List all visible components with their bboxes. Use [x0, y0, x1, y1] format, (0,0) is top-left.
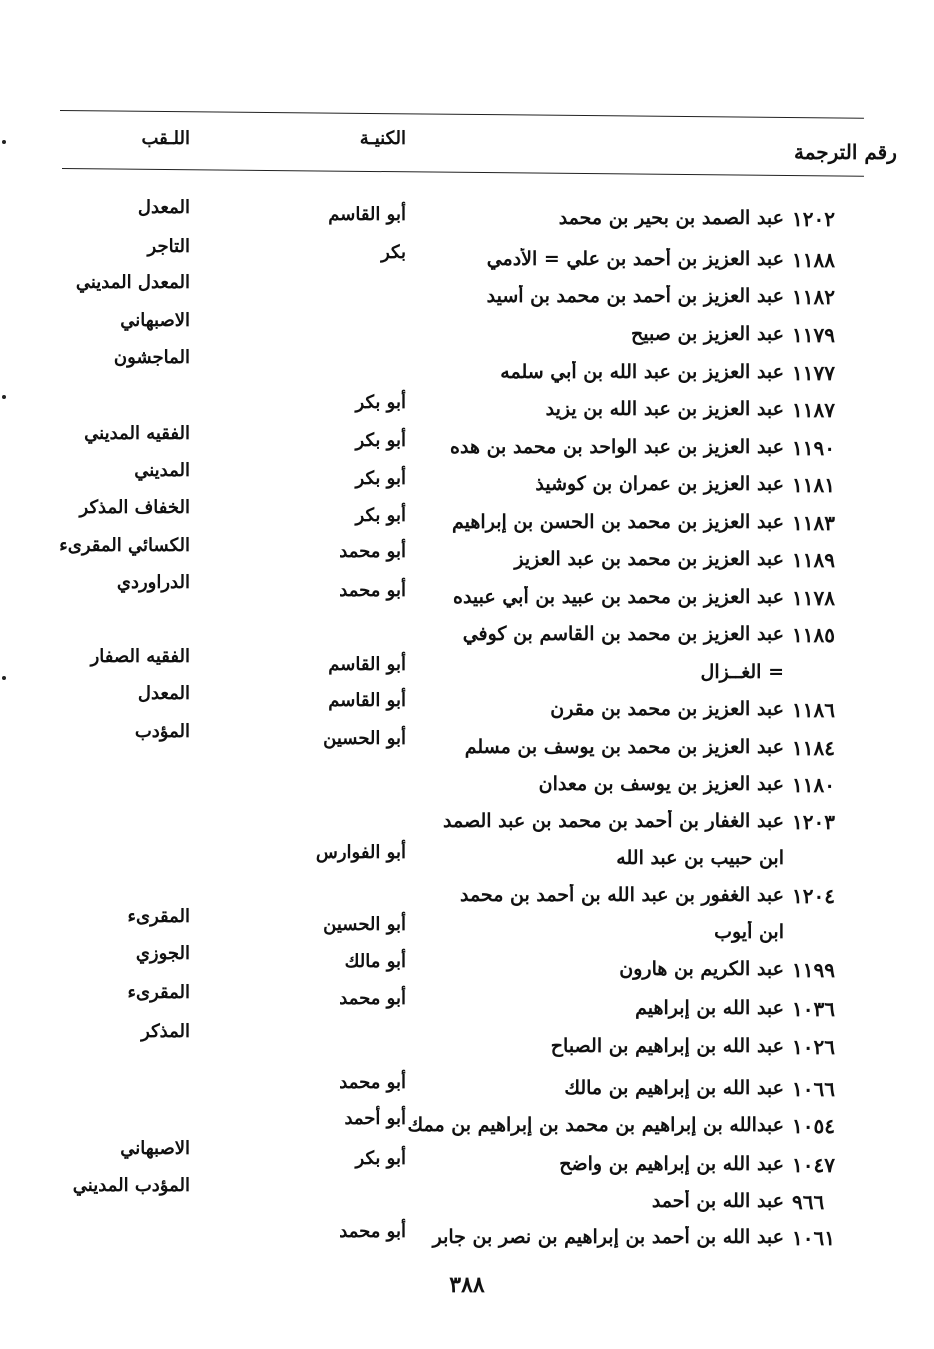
- entry-number: ١٠٦١: [792, 1226, 835, 1250]
- entry-name: عبد الغفور بن عبد الله بن أحمد بن محمد: [459, 884, 784, 906]
- entry-kunya: أبو الفوارس: [315, 842, 406, 863]
- entry-laqab: المذكر: [141, 1021, 190, 1042]
- entry-number: ١١٨٧: [792, 398, 835, 422]
- entry-name: عبد العزيز بن صبيح: [631, 323, 784, 345]
- entry-number: ٩٦٦: [792, 1190, 825, 1214]
- entry-name: عبد العزيز بن محمد بن يوسف بن مسلم: [464, 736, 784, 758]
- entry-kunya: أبو محمد: [339, 580, 406, 601]
- entry-kunya: أبو مالك: [344, 951, 406, 972]
- entry-number: ١١٩٩: [792, 958, 835, 982]
- entry-number: ١٢٠٣: [792, 810, 835, 834]
- entry-laqab: المعدل: [137, 683, 190, 704]
- header-laqab: اللـقب: [141, 128, 190, 149]
- entry-number: ١١٨٢: [792, 285, 835, 309]
- entry-number: ١١٨٥: [792, 623, 835, 647]
- entry-kunya: أبو القاسم: [328, 204, 406, 225]
- entry-name: ابن حبيب بن عبد الله: [616, 847, 784, 869]
- entry-number: ١١٨٤: [792, 736, 835, 760]
- entry-kunya: أبو بكر: [355, 430, 406, 451]
- scan-speck: [2, 395, 6, 399]
- entry-name: عبد العزيز بن عبد الواحد بن محمد بن هده: [450, 436, 784, 458]
- entry-name: عبد الله بن أحمد: [651, 1190, 784, 1212]
- entry-number: ١٠٥٤: [792, 1114, 835, 1138]
- entry-laqab: المديني: [134, 460, 190, 481]
- entry-number: ١١٨٣: [792, 511, 835, 535]
- entry-laqab: المعدل: [137, 197, 190, 218]
- entry-number: ١٠٢٦: [792, 1035, 835, 1059]
- entry-name: عبد الله بن إبراهيم بن مالك: [564, 1077, 784, 1099]
- entry-name: عبد العزيز بن عبد الله بن أبي سلمه: [500, 361, 784, 383]
- scan-speck: [2, 676, 6, 680]
- entry-name: عبد الله بن أحمد بن إبراهيم بن نصر بن جابر: [432, 1226, 784, 1248]
- entry-kunya: أبو الحسين: [323, 728, 406, 749]
- entry-name: عبد الله بن إبراهيم بن واضح: [559, 1153, 784, 1175]
- entry-laqab: الفقيه الصفار: [90, 646, 190, 667]
- entry-laqab: المؤدب المديني: [72, 1175, 190, 1196]
- entry-laqab: الماجشون: [113, 347, 190, 368]
- entry-kunya: أبو أحمد: [344, 1108, 406, 1129]
- entry-kunya: أبو القاسم: [328, 654, 406, 675]
- entry-number: ١٠٤٧: [792, 1153, 835, 1177]
- page-number: ٣٨٨: [449, 1272, 485, 1298]
- entry-name: عبد العزيز بن عبد الله بن يزيد: [545, 398, 784, 420]
- entry-laqab: الاصبهاني: [120, 1138, 190, 1159]
- entry-name: ابن أيوب: [714, 921, 784, 943]
- entry-number: ١٢٠٢: [792, 207, 835, 231]
- entry-kunya: أبو محمد: [339, 1072, 406, 1093]
- entry-name: عبد الغفار بن أحمد بن محمد بن عبد الصمد: [443, 810, 784, 832]
- entry-kunya: أبو محمد: [339, 1221, 406, 1242]
- entry-laqab: الدراوردي: [116, 572, 190, 593]
- entry-number: ١٢٠٤: [792, 884, 835, 908]
- entry-laqab: المقرىء: [127, 906, 190, 927]
- entry-number: ١١٨٩: [792, 548, 835, 572]
- entry-number: ١١٨١: [792, 473, 835, 497]
- entry-name: عبد العزيز بن محمد بن مقرن: [550, 698, 784, 720]
- entry-name: عبد الله بن إبراهيم: [635, 997, 784, 1019]
- entry-kunya: بكر: [381, 242, 406, 263]
- entry-name: = الغــزال: [700, 661, 784, 683]
- entry-name: عبد العزيز بن أحمد بن محمد بن أسيد: [486, 285, 784, 307]
- scan-speck: [2, 140, 6, 144]
- entry-kunya: أبو بكر: [355, 505, 406, 526]
- entry-kunya: أبو الحسين: [323, 914, 406, 935]
- entry-name: عبد العزيز بن أحمد بن علي = الأدمي: [486, 248, 784, 270]
- entry-number: ١١٩٠: [792, 436, 835, 460]
- entry-number: ١١٨٨: [792, 248, 835, 272]
- entry-laqab: الفقيه المديني: [84, 423, 190, 444]
- entry-name: عبد العزيز بن عمران بن كوشيذ: [535, 473, 784, 495]
- entry-laqab: المؤدب: [134, 721, 190, 742]
- entry-laqab: التاجر: [147, 236, 190, 257]
- entry-name: عبد العزيز بن محمد بن عبيد بن أبي عبيده: [452, 586, 784, 608]
- entry-kunya: أبو بكر: [355, 468, 406, 489]
- entry-number: ١١٨٠: [792, 773, 835, 797]
- entry-name: عبد العزيز بن محمد بن عبد العزيز: [514, 548, 784, 570]
- entry-number: ١١٧٧: [792, 361, 835, 385]
- entry-number: ١١٧٩: [792, 323, 835, 347]
- entry-laqab: الخفاف المذكر: [79, 497, 190, 518]
- entry-name: عبد العزيز بن محمد بن القاسم بن كوفي: [462, 623, 784, 645]
- entry-laqab: المعدل المديني: [75, 272, 190, 293]
- entry-name: عبد العزيز بن يوسف بن معدان: [538, 773, 784, 795]
- entry-name: عبدالله بن إبراهيم بن محمد بن إبراهيم بن ممك: [407, 1114, 784, 1136]
- entry-laqab: المقرىء: [127, 982, 190, 1003]
- entry-name: عبد الله بن إبراهيم بن الصباح: [550, 1035, 784, 1057]
- entry-kunya: أبو بكر: [355, 392, 406, 413]
- entry-laqab: الجوزي: [135, 943, 190, 964]
- entry-number: ١١٧٨: [792, 586, 835, 610]
- entry-name: عبد الكريم بن هارون: [619, 958, 784, 980]
- entry-number: ١٠٣٦: [792, 997, 835, 1021]
- entry-name: عبد الصمد بن بحير بن محمد: [558, 207, 784, 229]
- entry-number: ١١٨٦: [792, 698, 835, 722]
- entry-kunya: أبو بكر: [355, 1148, 406, 1169]
- entry-laqab: الكسائي المقرىء: [59, 535, 190, 556]
- entry-kunya: أبو محمد: [339, 541, 406, 562]
- header-number: رقم الترجمة: [794, 140, 897, 164]
- entry-number: ١٠٦٦: [792, 1077, 835, 1101]
- entry-kunya: أبو محمد: [339, 988, 406, 1009]
- header-kunya: الكنيـة: [359, 128, 406, 149]
- entry-kunya: أبو القاسم: [328, 690, 406, 711]
- entry-name: عبد العزيز بن محمد بن الحسن بن إبراهيم: [452, 511, 784, 533]
- entry-laqab: الاصبهاني: [120, 310, 190, 331]
